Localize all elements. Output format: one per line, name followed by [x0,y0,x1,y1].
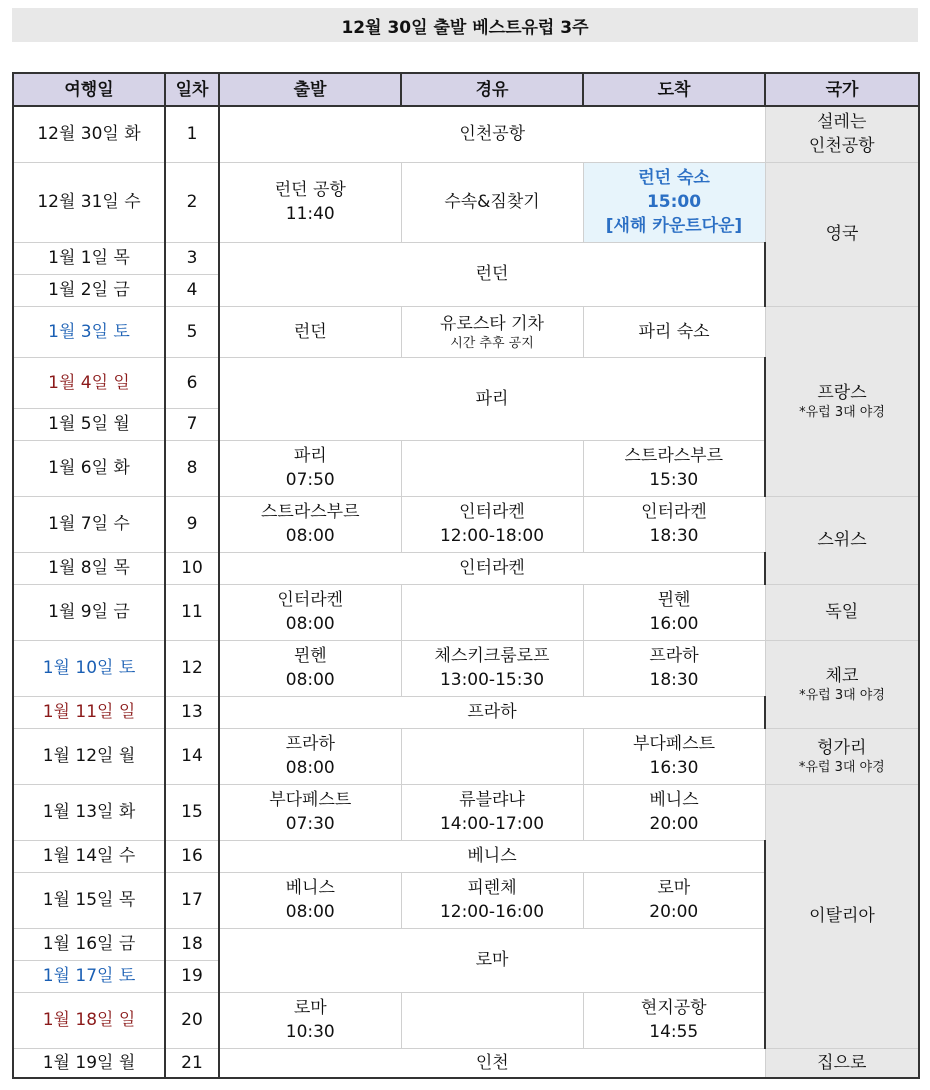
date-cell: 1월 16일 금 [13,928,165,960]
day-cell: 5 [165,306,219,357]
day-cell: 16 [165,840,219,872]
departure-place: 파리 [293,446,327,466]
departure-time: 08:00 [285,670,335,690]
day-cell: 1 [165,106,219,162]
country-cell-uk: 영국 [765,162,919,306]
country-name: 헝가리 [817,738,867,758]
header-day: 일차 [165,73,219,106]
via-cell: 수속&짐찾기 [401,162,583,242]
date-cell: 1월 6일 화 [13,440,165,496]
arrival-cell [583,584,765,640]
via-time: 14:00-17:00 [439,814,545,834]
date-cell: 1월 19일 월 [13,1048,165,1078]
day-cell: 12 [165,640,219,696]
arrival-cell [583,728,765,784]
departure-time: 10:30 [285,1022,335,1042]
day-cell: 19 [165,960,219,992]
arrival-note: [새해 카운트다운] [605,216,743,236]
via-place: 류블랴냐 [459,790,525,810]
date-cell: 1월 11일 일 [13,696,165,728]
arrival-time: 18:30 [649,670,699,690]
arrival-cell-highlight [583,162,765,242]
arrival-place: 현지공항 [640,998,707,1018]
arrival-place: 인터라켄 [641,502,707,522]
date-cell: 1월 18일 일 [13,992,165,1048]
span-cell: 런던 [219,242,765,306]
departure-cell [219,728,401,784]
arrival-cell [583,496,765,552]
departure-time: 08:00 [285,902,335,922]
header-via: 경유 [401,73,583,106]
country-name-line1: 설레는 [817,112,867,133]
date-cell: 1월 13일 화 [13,784,165,840]
header-departure: 출발 [219,73,401,106]
arrival-place: 부다페스트 [632,734,716,754]
via-cell [401,440,583,496]
table-row [13,784,919,840]
span-cell: 인천공항 [219,106,765,162]
arrival-cell: 파리 숙소 [583,306,765,357]
day-cell: 6 [165,357,219,408]
arrival-time: 16:30 [649,758,699,778]
date-cell: 1월 12일 월 [13,728,165,784]
departure-cell [219,584,401,640]
arrival-cell [583,784,765,840]
page-title: 12월 30일 출발 베스트유럽 3주 [12,8,918,42]
date-cell: 1월 3일 토 [13,306,165,357]
header-country: 국가 [765,73,919,106]
date-cell: 1월 7일 수 [13,496,165,552]
country-cell-france [765,306,919,496]
departure-cell [219,992,401,1048]
day-cell: 13 [165,696,219,728]
departure-time: 08:00 [285,526,335,546]
departure-place: 뮌헨 [293,646,327,666]
via-cell [401,306,583,357]
table-row [13,584,919,640]
via-cell [401,584,583,640]
arrival-time: 14:55 [649,1022,699,1042]
date-cell: 1월 15일 목 [13,872,165,928]
day-cell: 2 [165,162,219,242]
date-cell: 1월 8일 목 [13,552,165,584]
arrival-place: 스트라스부르 [624,446,724,466]
date-cell: 12월 30일 화 [13,106,165,162]
country-name-line2: 인천공항 [808,136,875,157]
via-place: 체스키크룸로프 [434,646,550,666]
day-cell: 7 [165,408,219,440]
country-note: *유럽 3대 야경 [799,405,885,420]
date-cell: 1월 5일 월 [13,408,165,440]
day-cell: 10 [165,552,219,584]
itinerary-table [12,72,920,1079]
date-cell: 1월 4일 일 [13,357,165,408]
via-place: 피렌체 [467,878,517,898]
day-cell: 14 [165,728,219,784]
departure-cell [219,162,401,242]
country-cell-germany: 독일 [765,584,919,640]
day-cell: 17 [165,872,219,928]
span-cell: 인터라켄 [219,552,765,584]
departure-cell [219,784,401,840]
via-place: 인터라켄 [459,502,525,522]
via-cell [401,640,583,696]
arrival-place: 로마 [657,878,691,898]
via-cell [401,992,583,1048]
table-row [13,106,919,162]
arrival-time: 20:00 [649,902,699,922]
departure-cell [219,872,401,928]
country-note: *유럽 3대 야경 [799,688,885,703]
span-cell: 로마 [219,928,765,992]
date-cell: 1월 2일 금 [13,274,165,306]
departure-cell [219,440,401,496]
arrival-time: 15:30 [649,470,699,490]
via-cell [401,728,583,784]
departure-cell [219,640,401,696]
date-cell: 1월 17일 토 [13,960,165,992]
day-cell: 11 [165,584,219,640]
via-note: 시간 추후 공지 [450,335,534,351]
via-cell [401,784,583,840]
via-time: 13:00-15:30 [439,670,545,690]
arrival-place: 프라하 [649,646,699,666]
departure-time: 11:40 [285,204,335,224]
table-row [13,640,919,696]
table-row [13,496,919,552]
departure-time: 08:00 [285,614,335,634]
arrival-time: 16:00 [649,614,699,634]
table-row [13,728,919,784]
arrival-cell [583,872,765,928]
table-row [13,162,919,242]
date-cell: 1월 14일 수 [13,840,165,872]
departure-time: 07:50 [285,470,335,490]
span-cell: 베니스 [219,840,765,872]
country-name: 체코 [825,666,859,686]
country-note: *유럽 3대 야경 [798,760,885,775]
date-cell: 1월 1일 목 [13,242,165,274]
country-cell-italy: 이탈리아 [765,784,919,1048]
arrival-time: 18:30 [649,526,699,546]
arrival-place: 런던 숙소 [638,168,710,188]
departure-place: 로마 [293,998,327,1018]
span-cell: 파리 [219,357,765,440]
date-cell: 1월 10일 토 [13,640,165,696]
via-time: 12:00-16:00 [439,902,545,922]
header-date: 여행일 [13,73,165,106]
arrival-cell [583,440,765,496]
span-cell: 인천 [219,1048,765,1078]
day-cell: 4 [165,274,219,306]
country-cell-hungary [765,728,919,784]
departure-place: 인터라켄 [277,590,344,610]
departure-time: 08:00 [285,758,335,778]
day-cell: 18 [165,928,219,960]
span-cell: 프라하 [219,696,765,728]
departure-cell [219,496,401,552]
departure-place: 프라하 [285,734,335,754]
via-cell [401,872,583,928]
table-header-row [13,73,919,106]
departure-time: 07:30 [285,814,335,834]
arrival-place: 베니스 [649,790,699,810]
day-cell: 20 [165,992,219,1048]
country-cell-home: 집으로 [765,1048,919,1078]
arrival-cell [583,992,765,1048]
country-cell-incheon [765,106,919,162]
table-row [13,306,919,357]
departure-cell: 런던 [219,306,401,357]
departure-place: 베니스 [285,878,335,898]
country-cell-switzerland: 스위스 [765,496,919,584]
via-cell [401,496,583,552]
country-cell-czech [765,640,919,728]
day-cell: 3 [165,242,219,274]
arrival-time: 20:00 [649,814,699,834]
via-time: 12:00-18:00 [439,526,545,546]
day-cell: 21 [165,1048,219,1078]
header-arrival: 도착 [583,73,765,106]
day-cell: 9 [165,496,219,552]
departure-place: 부다페스트 [269,790,352,810]
arrival-place: 뮌헨 [657,590,691,610]
date-cell: 12월 31일 수 [13,162,165,242]
day-cell: 15 [165,784,219,840]
date-cell: 1월 9일 금 [13,584,165,640]
via-place: 유로스타 기차 [440,313,544,334]
country-name: 프랑스 [817,383,867,403]
departure-place: 스트라스부르 [260,502,360,522]
departure-place: 런던 공항 [274,180,346,200]
arrival-time: 15:00 [646,192,702,212]
table-row [13,1048,919,1078]
arrival-cell [583,640,765,696]
day-cell: 8 [165,440,219,496]
